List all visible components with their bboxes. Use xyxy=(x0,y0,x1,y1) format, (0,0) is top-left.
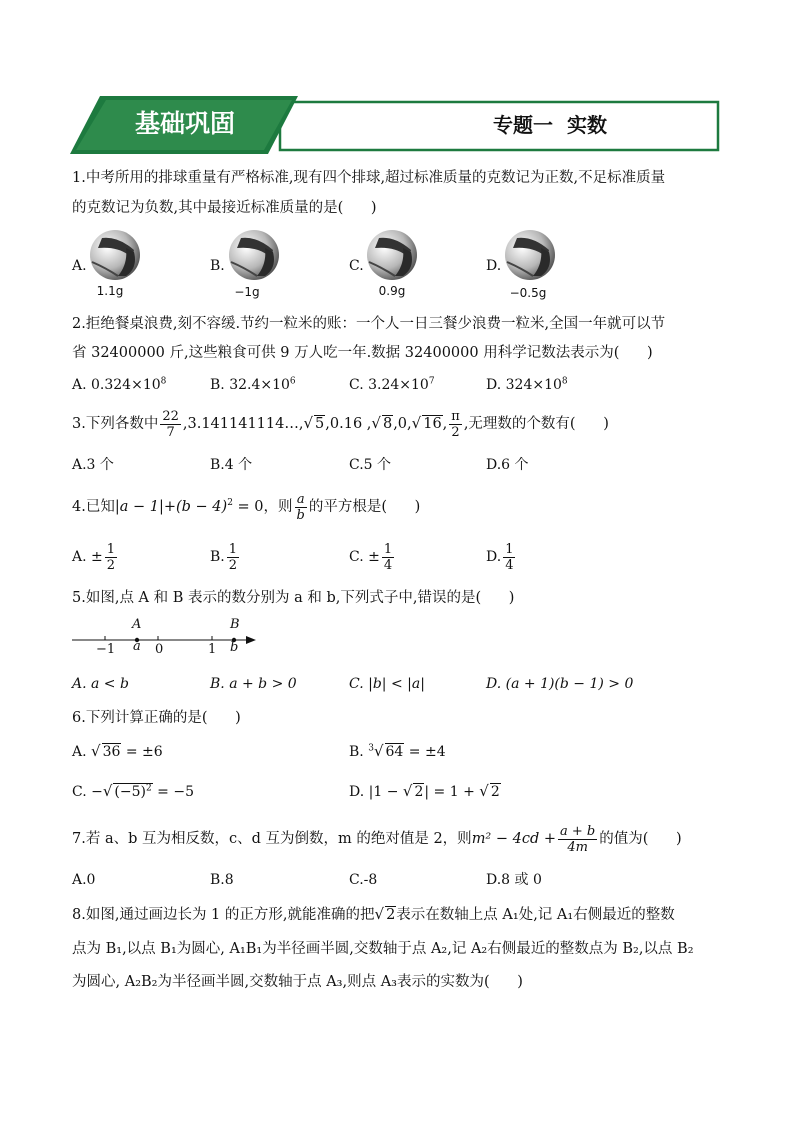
axis-label-A: A xyxy=(132,617,142,632)
q7-option-c: C.-8 xyxy=(349,872,378,888)
axis-tick-0: 0 xyxy=(155,642,164,657)
q6-option-a: A. √ 36 = ±6 xyxy=(72,742,163,760)
q2-option-b: B. $32.4\times 10^6$ xyxy=(210,376,296,393)
q7-option-b: B.8 xyxy=(210,872,234,888)
header-badge: 基础巩固 xyxy=(134,109,235,138)
q5-stem: 5.如图,点 A 和 B 表示的数分别为 a 和 b,下列式子中,错误的是( ) xyxy=(72,590,515,606)
q6-option-b: B. $^3$√ 64 = ±4 xyxy=(349,742,446,760)
q7-option-d: D.8 或 0 xyxy=(486,872,542,888)
axis-label-b: b xyxy=(230,640,239,655)
volleyball-icon xyxy=(88,228,142,282)
q2-option-a: A. $0.324\times 10^8$ xyxy=(72,376,167,393)
volleyball-icon xyxy=(365,228,419,282)
axis-tick-1: 1 xyxy=(208,642,217,657)
q8-line2: 点为 B₁,以点 B₁为圆心, A₁B₁为半径画半圆,交数轴于点 A₂,记 A₂右侧最近的整数点为 B₂,以点 B₂ xyxy=(72,941,694,957)
q5-option-b: B. a + b > 0 xyxy=(210,676,297,692)
volleyball-icon xyxy=(503,228,557,282)
q1-option-a-letter: A. xyxy=(72,258,87,274)
q6-stem: 6.下列计算正确的是( ) xyxy=(72,710,241,726)
q1-option-b-letter: B. xyxy=(210,258,225,274)
q3-option-a: A.3 个 xyxy=(72,457,114,473)
q1-option-d-letter: D. xyxy=(486,258,502,274)
q5-option-d: D. (a + 1)(b − 1) > 0 xyxy=(486,676,634,692)
q4-stem: 4.已知$|a - 1|+(b - 4)^2 = 0$，则 $\frac{a}{b}$ 的平方根是( ) xyxy=(72,491,421,523)
q2-option-c: C. $3.24\times 10^7$ xyxy=(349,376,435,393)
q4-option-c: C. ± $\frac{1}{4}$ xyxy=(349,541,393,573)
q2-line1: 2.拒绝餐桌浪费,刻不容缓.节约一粒米的账：一个人一日三餐少浪费一粒米,全国一年就可以节 xyxy=(72,316,666,332)
page-title: 专题一 实数 xyxy=(493,113,607,137)
q1-line1: 1.中考所用的排球重量有严格标准,现有四个排球,超过标准质量的克数记为正数,不足标准质量 xyxy=(72,170,666,186)
q4-option-d: D. $\frac{1}{4}$ xyxy=(486,541,514,573)
q1-option-d-weight: −0.5g xyxy=(509,286,547,300)
q7-stem: 7.若 a、b 互为相反数，c、d 互为倒数，m 的绝对值是 2，则m² − 4cd + $\frac{a + b}{4m}$ 的值为( ) xyxy=(72,823,682,855)
q1-option-a-weight: 1.1g xyxy=(96,284,124,298)
q3-stem: 3.下列各数中 $\frac{22}{7}$ ,3.141141114…,√ 5,0.16 ,√ 8,0,√ 16, $\frac{\pi}{2}$ ,无理数的个数有( ) xyxy=(72,408,609,440)
q1-option-c-weight: 0.9g xyxy=(378,284,406,298)
axis-label-a: a xyxy=(133,639,141,654)
q7-option-a: A.0 xyxy=(72,872,96,888)
q2-line2: 省 32400000 斤,这些粮食可供 9 万人吃一年.数据 32400000 用科学记数法表示为( ) xyxy=(72,345,653,361)
volleyball-icon xyxy=(227,228,281,282)
q5-option-a: A. a < b xyxy=(72,676,129,692)
q2-option-d: D. $324\times 10^8$ xyxy=(486,376,568,393)
q8-line3: 为圆心, A₂B₂为半径画半圆,交数轴于点 A₃,则点 A₃表示的实数为( ) xyxy=(72,974,523,990)
q3-option-c: C.5 个 xyxy=(349,457,392,473)
q6-option-c: C. −√ $(-5)^2 = -5$ xyxy=(72,782,194,800)
axis-tick-neg1: −1 xyxy=(96,642,116,657)
q4-option-a: A. ± $\frac{1}{2}$ xyxy=(72,541,116,573)
q4-option-b: B. $\frac{1}{2}$ xyxy=(210,541,238,573)
q8-line1: 8.如图,通过画边长为 1 的正方形,就能准确的把√ 2表示在数轴上点 A₁处,记 A₁右侧最近的整数 xyxy=(72,905,675,923)
q1-option-b-weight: −1g xyxy=(234,285,260,299)
q6-option-d: D. |1 − √ 2| = 1 + √ 2 xyxy=(349,782,500,800)
q1-line2: 的克数记为负数,其中最接近标准质量的是( ) xyxy=(72,200,377,216)
q3-option-b: B.4 个 xyxy=(210,457,253,473)
axis-label-B: B xyxy=(230,617,240,632)
q5-option-c: C. |b| < |a| xyxy=(349,676,425,692)
q1-option-c-letter: C. xyxy=(349,258,364,274)
q3-option-d: D.6 个 xyxy=(486,457,529,473)
